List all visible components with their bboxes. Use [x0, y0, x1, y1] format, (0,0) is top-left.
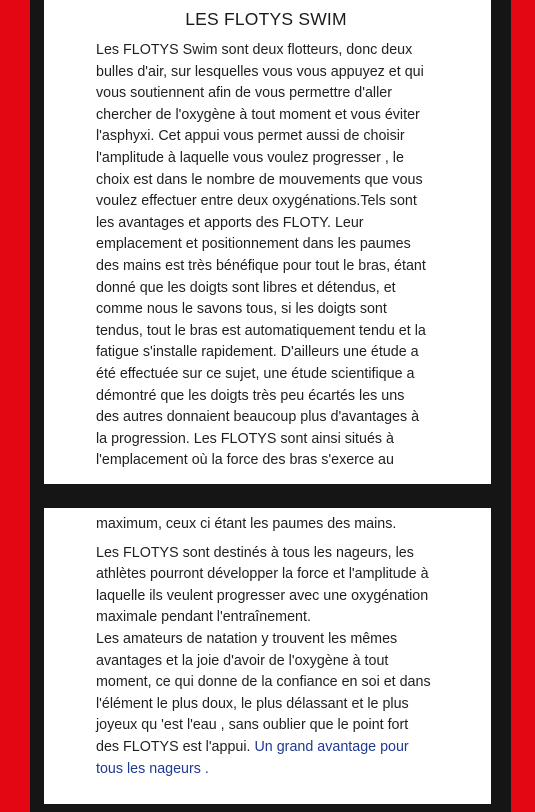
- text-line: athlètes pourront développer la force et l'amplitude à: [96, 566, 429, 583]
- text-line: joyeux qu 'est l'eau , sans oublier que le point fort: [96, 717, 409, 734]
- text-line: voulez effectuer entre deux oxygénations.Tels sont: [96, 193, 417, 210]
- text-line: choix est dans le nombre de mouvements que vous: [96, 171, 423, 188]
- document-page-2: [44, 508, 491, 804]
- right-red-border: [511, 0, 535, 812]
- text-line: l'élément le plus doux, le plus délassant et le plus: [96, 695, 409, 712]
- text-line: emplacement et positionnement dans les paumes: [96, 236, 411, 253]
- page-1-body: [96, 40, 491, 472]
- page-2-continuation-line: maximum, ceux ci étant les paumes des mains.: [96, 516, 397, 532]
- text-line: fatigue s'installe rapidement. D'ailleurs une étude a: [96, 344, 419, 361]
- text-line: bulles d'air, sur lesquelles vous vous appuyez et qui: [96, 63, 424, 80]
- advantage-link-text-continued[interactable]: tous les nageurs .: [96, 760, 209, 777]
- text-line: tendus, tout le bras est automatiquement tendu et la: [96, 322, 426, 339]
- text-line: des mains est très bénéfique pour tout le bras, étant: [96, 257, 426, 274]
- page-2-body: [96, 543, 491, 737]
- text-line: vous soutiennent afin de vous permettre d'aller: [96, 85, 392, 102]
- last-line-text: des FLOTYS est l'appui.: [96, 738, 255, 755]
- text-line: laquelle ils veulent progresser avec une oxygénation: [96, 587, 429, 604]
- text-line: moment, ce qui donne de la confiance en soi et dans: [96, 674, 431, 691]
- advantage-link-text[interactable]: Un grand avantage pour: [254, 738, 409, 755]
- text-line: Les FLOTYS Swim sont deux flotteurs, donc deux: [96, 42, 413, 58]
- text-line: chercher de l'oxygène à tout moment et vous éviter: [96, 106, 420, 123]
- document-page-1: [44, 0, 491, 484]
- text-line: l'amplitude à laquelle vous voulez progresser , le: [96, 149, 404, 166]
- text-line: Les amateurs de natation y trouvent les mêmes: [96, 630, 398, 647]
- document-title: LES FLOTYS SWIM: [185, 9, 347, 29]
- text-line: des autres donnaient beaucoup plus d'avantages à: [96, 409, 420, 426]
- page-2-last-line: [96, 737, 491, 759]
- text-line: été effectuée sur ce sujet, une étude scientifique a: [96, 365, 415, 382]
- text-line: Les FLOTYS sont destinés à tous les nageurs, les: [96, 544, 414, 561]
- text-line: l'emplacement où la force des bras s'exerce au: [96, 452, 394, 469]
- left-red-border: [0, 0, 30, 812]
- text-line: démontré que les doigts très peu écartés les uns: [96, 387, 405, 404]
- paragraph-gap: [96, 536, 491, 543]
- text-line: donné que les doigts sont libres et détendus, et: [96, 279, 396, 296]
- text-line: la progression. Les FLOTYS sont ainsi situés à: [96, 430, 394, 447]
- text-line: avantages et la joie d'avoir de l'oxygène à tout: [96, 652, 389, 669]
- text-line: comme nous le savons tous, si les doigts sont: [96, 301, 387, 318]
- text-line: les avantages et apports des FLOTY. Leur: [96, 214, 364, 231]
- text-line: l'asphyxi. Cet appui vous permet aussi de choisir: [96, 128, 405, 145]
- text-line: maximale pendant l'entraînement.: [96, 609, 311, 626]
